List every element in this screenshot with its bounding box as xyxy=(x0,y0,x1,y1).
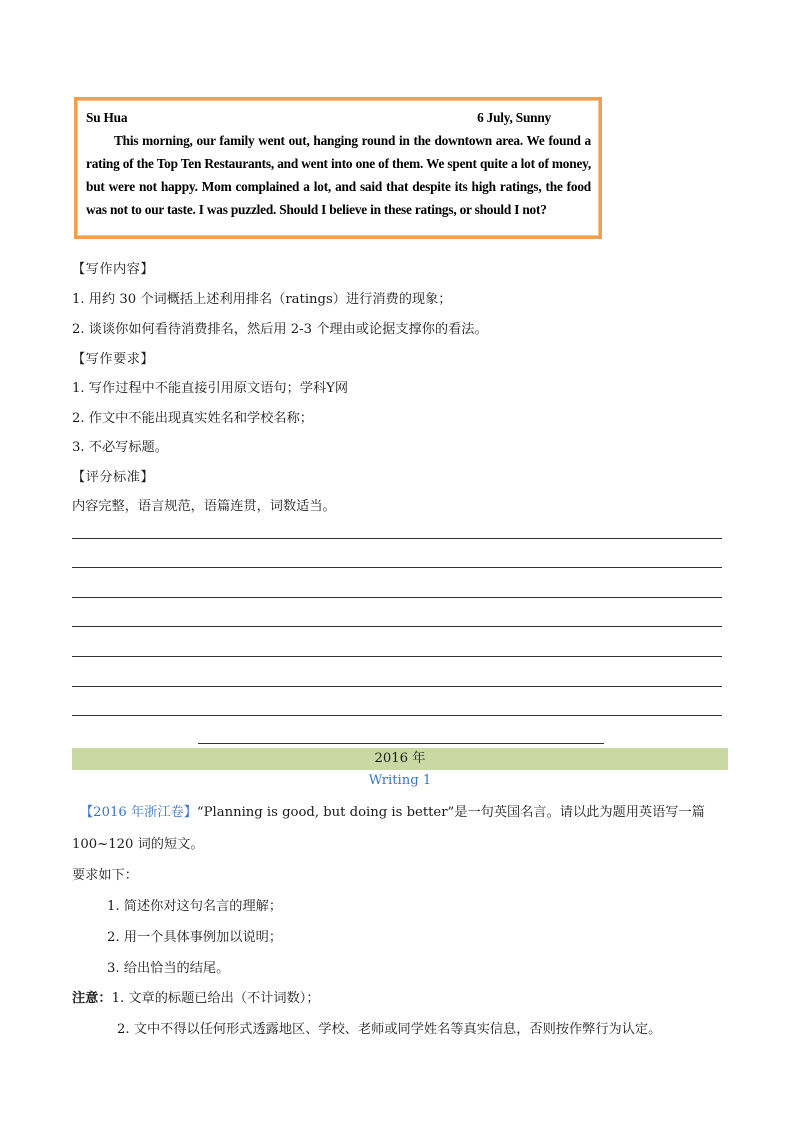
task-note-2: 2. 文中不得以任何形式透露地区、学校、老师或同学姓名等真实信息，否则按作弊行为认定。 xyxy=(117,1022,662,1037)
requirement-item-2: 2. 作文中不能出现真实姓名和学校名称； xyxy=(72,411,313,426)
task-requirement-1: 1. 简述你对这句名言的理解； xyxy=(107,899,283,914)
requirement-item-3: 3. 不必写标题。 xyxy=(72,440,168,455)
year-banner: 2016 年 xyxy=(72,748,728,770)
answer-line xyxy=(72,538,722,539)
note-label: 注意： xyxy=(72,991,112,1006)
requirement-item-1: 1. 写作过程中不能直接引用原文语句；学科Y网 xyxy=(72,381,349,396)
diary-date: 6 July, Sunny xyxy=(477,110,551,125)
diary-text: This morning, our family went out, hanging round in the downtown area. We found a rating of the Top Ten Restaurants, and went into one of them. We spent quite a lot of money, but were not happy. Mom complained a lot, and said that despite its high ratings, the food was not to our taste. I was puzzled. Should I believe in these ratings, or should I not? xyxy=(86,133,591,217)
section-title: Writing 1 xyxy=(368,773,432,788)
task-requirement-3: 3. 给出恰当的结尾。 xyxy=(107,961,230,976)
grading-text: 内容完整，语言规范，语篇连贯，词数适当。 xyxy=(72,499,336,514)
answer-line xyxy=(72,715,722,716)
content-item-1: 1. 用约 30 个词概括上述利用排名（ratings）进行消费的现象； xyxy=(72,292,452,307)
task-note-1 xyxy=(72,987,320,1006)
task-prompt-line-1 xyxy=(80,801,705,820)
content-item-2: 2. 谈谈你如何看待消费排名，然后用 2-3 个理由或论据支撑你的看法。 xyxy=(72,322,488,337)
task-prompt-line-2: 100~120 词的短文。 xyxy=(72,837,204,852)
answer-line xyxy=(72,626,722,627)
requirements-heading: 【写作要求】 xyxy=(72,352,155,367)
diary-author: Su Hua xyxy=(86,110,128,125)
diary-header xyxy=(86,106,591,129)
note-text-1: 1. 文章的标题已给出（不计词数）； xyxy=(111,991,320,1006)
diary-box xyxy=(74,97,602,239)
answer-line xyxy=(72,567,722,568)
answer-line xyxy=(72,686,722,687)
section-divider xyxy=(198,743,604,744)
task-requirement-2: 2. 用一个具体事例加以说明； xyxy=(107,930,283,945)
task-requirements-heading: 要求如下： xyxy=(72,868,138,883)
answer-line xyxy=(72,656,722,657)
content-heading: 【写作内容】 xyxy=(72,262,155,277)
grading-heading: 【评分标准】 xyxy=(72,470,155,485)
task-prompt-text: “Planning is good, but doing is better”是一句英国名言。请以此为题用英语写一篇 xyxy=(196,805,705,820)
answer-line xyxy=(72,597,722,598)
task-source: 【2016 年浙江卷】 xyxy=(80,805,197,820)
